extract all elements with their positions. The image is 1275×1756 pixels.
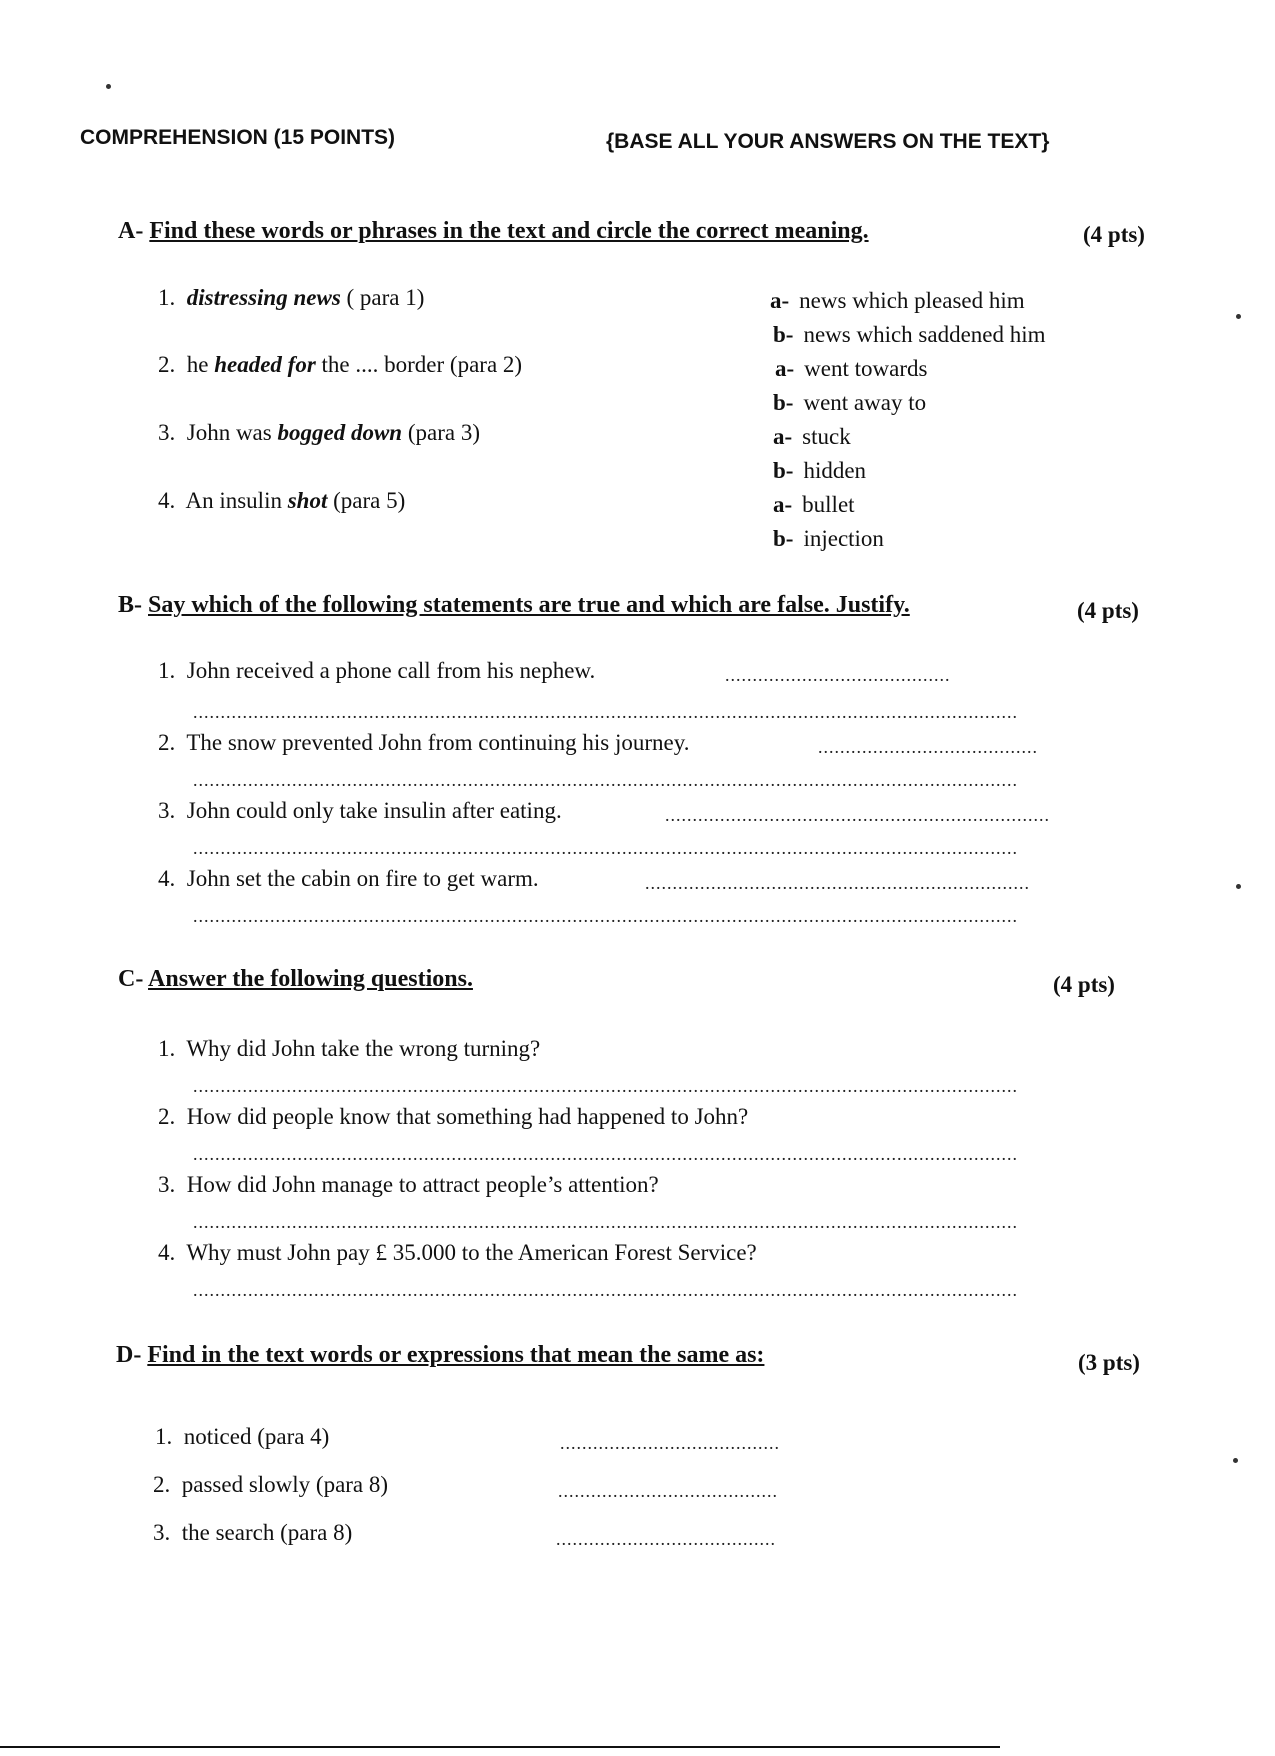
- section-b-item-2: 2. The snow prevented John from continuing his journey.: [158, 730, 690, 755]
- answer-line[interactable]: ......................................................................................................................................................: [193, 1144, 1018, 1164]
- scan-speck: [1236, 884, 1241, 889]
- section-b-heading: B- Say which of the following statements are true and which are false. Justify.: [118, 592, 910, 618]
- section-b-item-1: 1. John received a phone call from his nephew.: [158, 658, 596, 683]
- answer-line[interactable]: ......................................................................................................................................................: [193, 1076, 1018, 1096]
- answer-line[interactable]: ........................................: [558, 1481, 778, 1501]
- scan-speck: [1236, 314, 1241, 319]
- section-c-item-1: 1. Why did John take the wrong turning?: [158, 1036, 541, 1061]
- answer-line[interactable]: ........................................: [560, 1433, 780, 1453]
- answer-line[interactable]: ......................................................................................................................................................: [193, 770, 1018, 790]
- section-a-option: a- went towards: [775, 356, 928, 381]
- answer-line[interactable]: ......................................................................................................................................................: [193, 906, 1018, 926]
- section-a-title: Find these words or phrases in the text and circle the correct meaning.: [149, 218, 869, 244]
- answer-line[interactable]: ......................................................................................................................................................: [193, 1280, 1018, 1300]
- header-right: {BASE ALL YOUR ANSWERS ON THE TEXT}: [606, 130, 1050, 153]
- scan-speck: [1233, 1458, 1238, 1463]
- section-a-option: b- hidden: [773, 458, 867, 483]
- bottom-rule: [0, 1746, 1000, 1748]
- section-a-item-2: 2. he headed for the .... border (para 2): [158, 352, 523, 377]
- section-c-heading: C- Answer the following questions.: [118, 966, 473, 992]
- answer-line[interactable]: ........................................: [556, 1529, 776, 1549]
- section-a-option: b- went away to: [773, 390, 927, 415]
- section-b-item-4: 4. John set the cabin on fire to get warm.: [158, 866, 539, 891]
- section-d-points: (3 pts): [1078, 1350, 1140, 1375]
- answer-line[interactable]: ......................................................................................................................................................: [193, 838, 1018, 858]
- answer-line[interactable]: ......................................................................: [645, 873, 1030, 893]
- section-d-item-1: 1. noticed (para 4): [155, 1424, 330, 1449]
- answer-line[interactable]: .........................................: [725, 665, 951, 685]
- section-d-title: Find in the text words or expressions that mean the same as:: [147, 1342, 765, 1368]
- section-a-option: a- news which pleased him: [770, 288, 1025, 313]
- section-a-item-3: 3. John was bogged down (para 3): [158, 420, 480, 445]
- section-c-item-4: 4. Why must John pay £ 35.000 to the American Forest Service?: [158, 1240, 757, 1265]
- section-d-heading: D- Find in the text words or expressions that mean the same as:: [116, 1342, 765, 1368]
- section-a-points: (4 pts): [1083, 222, 1145, 247]
- answer-line[interactable]: ......................................................................................................................................................: [193, 702, 1018, 722]
- section-b-points: (4 pts): [1077, 598, 1139, 623]
- section-a-option: b- injection: [773, 526, 884, 551]
- section-a-item-1: 1. distressing news ( para 1): [158, 285, 425, 310]
- answer-line[interactable]: ......................................................................................................................................................: [193, 1212, 1018, 1232]
- answer-line[interactable]: ........................................: [818, 737, 1038, 757]
- section-a-heading: A- Find these words or phrases in the text and circle the correct meaning.: [118, 218, 869, 244]
- section-a-option: a- bullet: [773, 492, 855, 517]
- section-c-item-2: 2. How did people know that something had happened to John?: [158, 1104, 749, 1129]
- section-d-item-3: 3. the search (para 8): [153, 1520, 353, 1545]
- scan-speck: [106, 84, 111, 89]
- section-a-item-4: 4. An insulin shot (para 5): [158, 488, 406, 513]
- section-b-title: Say which of the following statements are true and which are false. Justify.: [148, 592, 910, 618]
- section-a-option: a- stuck: [773, 424, 851, 449]
- section-a-option: b- news which saddened him: [773, 322, 1046, 347]
- section-c-title: Answer the following questions.: [148, 966, 473, 992]
- section-c-item-3: 3. How did John manage to attract people’s attention?: [158, 1172, 659, 1197]
- section-b-item-3: 3. John could only take insulin after eating.: [158, 798, 562, 823]
- header-left: COMPREHENSION (15 POINTS): [80, 126, 396, 149]
- section-d-item-2: 2. passed slowly (para 8): [153, 1472, 389, 1497]
- answer-line[interactable]: ......................................................................: [665, 805, 1050, 825]
- section-c-points: (4 pts): [1053, 972, 1115, 997]
